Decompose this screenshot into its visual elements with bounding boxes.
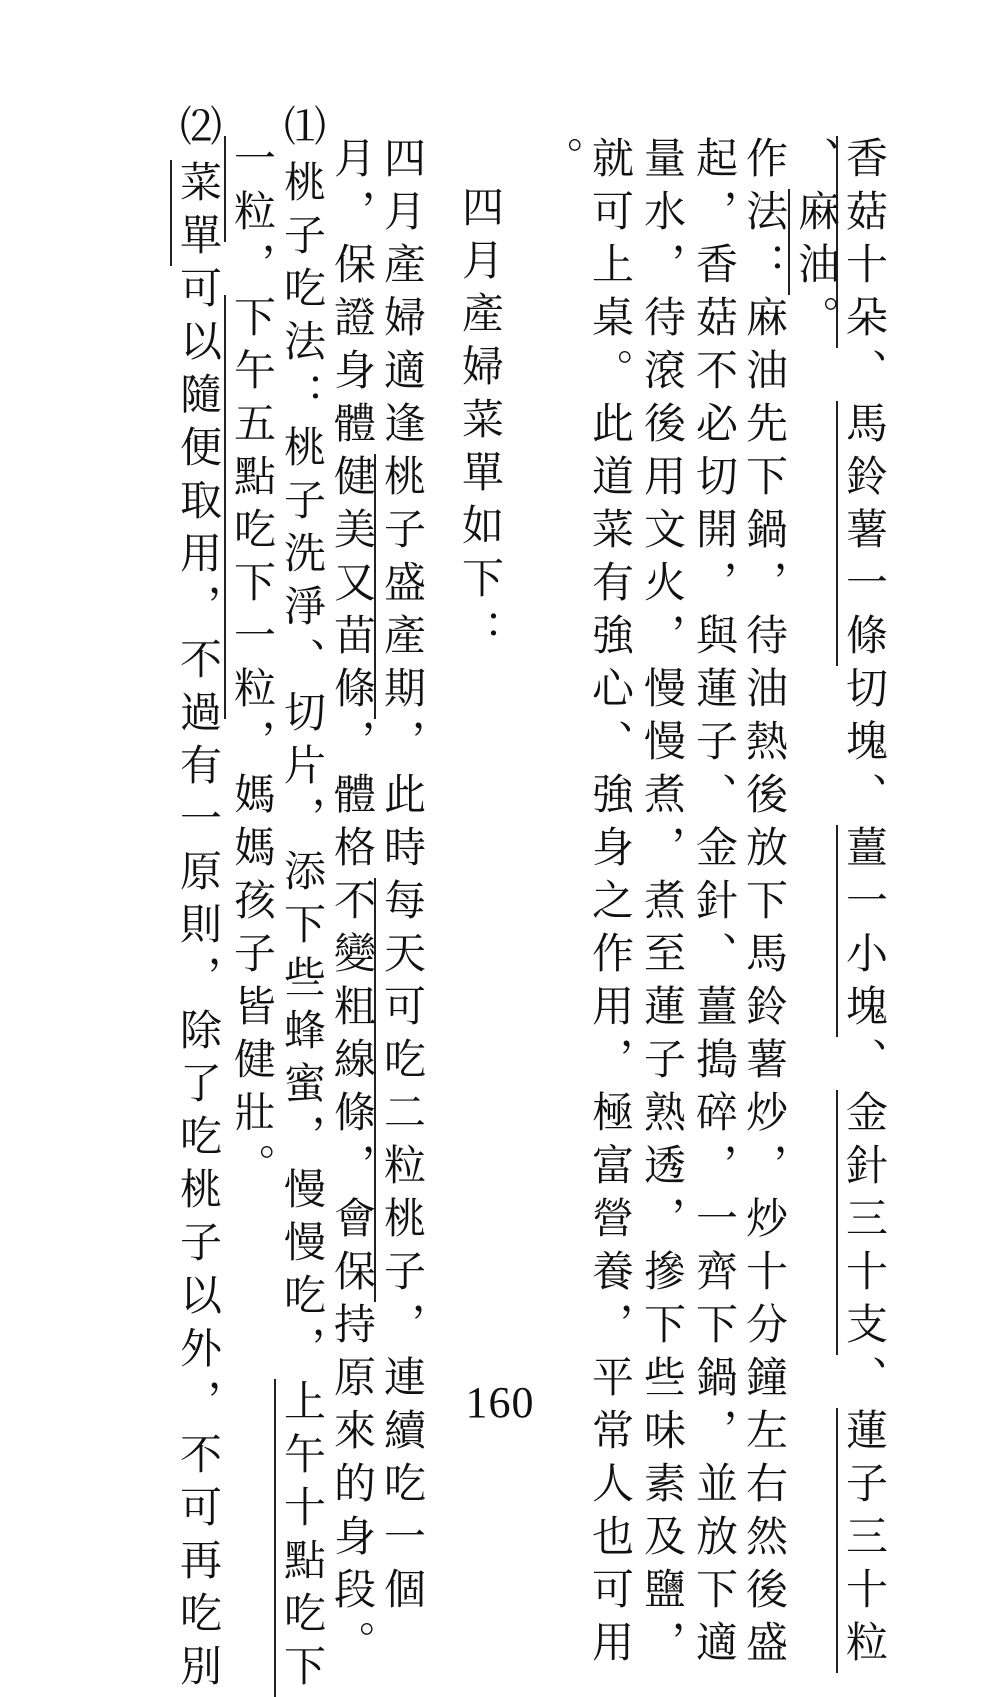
text-run: 、 [840,1355,889,1408]
text-column [686,136,742,1673]
text-column [274,160,330,1697]
underlined-phrase: 上午十點吃下 [274,1379,327,1697]
text-column [532,136,588,189]
underlined-phrase: 馬鈴薯一條 [836,401,889,666]
text-run: 。 [536,136,585,189]
list-marker: ⑴ [278,104,327,157]
underlined-phrase: 桃子盛產期 [374,454,427,719]
text-run: 桃子吃法：桃子洗淨、切片，添下些蜂蜜，慢慢吃， [278,160,327,1379]
text-run: 、 [840,348,889,401]
text-column [324,136,380,1673]
text-column [224,136,280,1196]
text-run: ，此時 [378,719,427,878]
text-run: ，媽媽孩子皆健壯。 [228,719,277,1196]
text-run: 、 [792,136,841,189]
text-run: 四月產婦菜單如下： [456,185,505,662]
underlined-phrase: 薑一小塊 [836,825,889,1037]
text-column [582,136,638,1673]
text-run: ， [228,242,277,295]
underlined-phrase: 麻油 [788,189,841,295]
text-run: 起，香菇不必切開，與蓮子、金針、薑搗碎，一齊下鍋，並放下適 [690,136,739,1673]
text-column [836,136,892,1673]
section-heading [452,185,508,662]
list-marker: ⑵ [174,104,223,157]
text-run: 可以隨便取用，不過有一原則，除了吃桃子以外，不可再吃別 [174,266,223,1697]
underlined-phrase: 一粒 [224,136,277,242]
text-run: 月，保證身體健美又苗條，體格不變粗線條，會保持原來的身段。 [328,136,377,1673]
text-run: 。 [792,295,841,348]
underlined-phrase: 香菇十朵 [836,136,889,348]
text-run: 量水，待滾後用文火，慢慢煮，煮至蓮子熟透，摻下些味素及鹽， [638,136,687,1673]
underlined-phrase: 下午五點吃下一粒 [224,295,277,719]
underlined-phrase: 菜單 [170,160,223,266]
text-column [170,160,226,1697]
text-column [736,136,792,1673]
underlined-phrase: 每天可吃二粒桃子 [374,878,427,1302]
text-run: ，連續吃一個 [378,1302,427,1620]
text-run: 就可上桌。此道菜有強心、強身之作用，極富營養，平常人也可用 [586,136,635,1673]
text-run: 切塊、 [840,666,889,825]
text-run: 、 [840,1037,889,1090]
page-number: 160 [465,1378,535,1427]
text-column [788,136,844,348]
text-run: 四月產婦適逢 [378,136,427,454]
text-run: 作法：麻油先下鍋，待油熱後放下馬鈴薯炒，炒十分鐘左右然後盛 [740,136,789,1673]
underlined-phrase: 金針三十支 [836,1090,889,1355]
text-column [634,136,690,1673]
underlined-phrase: 蓮子三十粒 [836,1408,889,1673]
